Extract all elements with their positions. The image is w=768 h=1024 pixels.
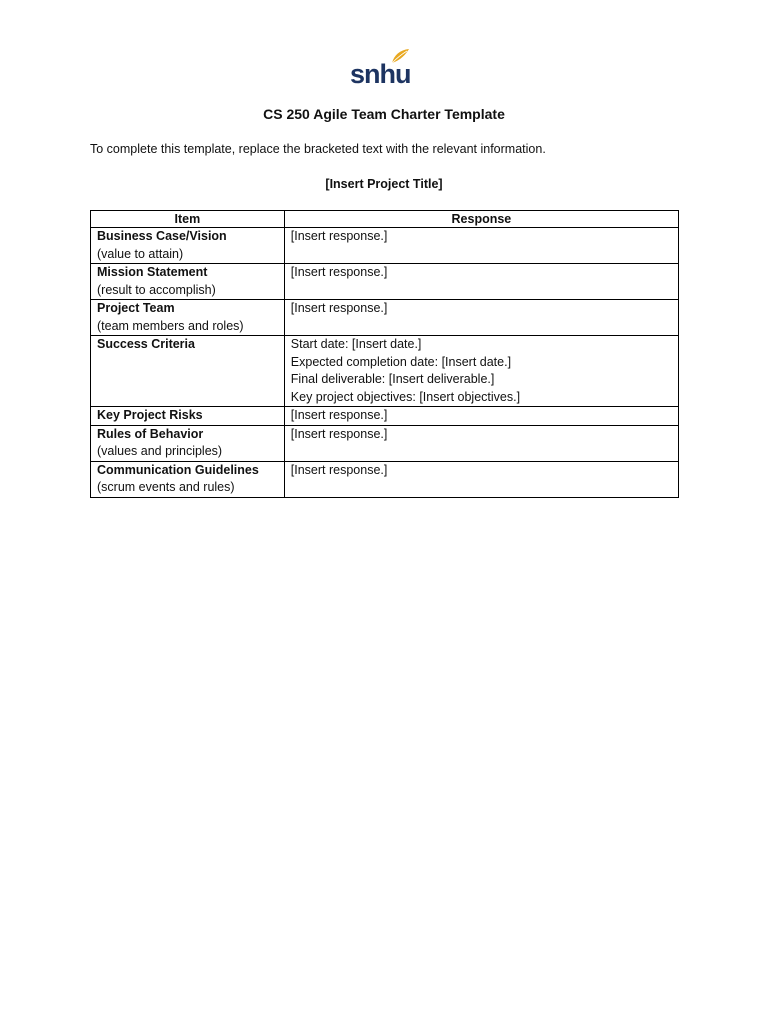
logo-wordmark: snhu xyxy=(350,59,411,89)
table-row xyxy=(91,407,679,426)
item-description: (scrum events and rules) xyxy=(97,480,235,494)
response-text: Final deliverable: [Insert deliverable.] xyxy=(290,372,495,386)
header-item: Item xyxy=(91,211,285,228)
item-cell xyxy=(91,407,285,426)
table-row xyxy=(91,336,679,407)
item-label: Mission Statement xyxy=(97,265,208,279)
response-text: [Insert response.] xyxy=(290,265,388,279)
item-label: Success Criteria xyxy=(97,337,195,351)
snhu-logo xyxy=(350,48,414,88)
response-text: [Insert response.] xyxy=(290,462,388,477)
item-cell xyxy=(91,425,285,461)
item-label: Rules of Behavior xyxy=(97,426,204,441)
response-text: [Insert response.] xyxy=(290,426,388,441)
table-row xyxy=(91,264,679,300)
item-description: (values and principles) xyxy=(97,444,223,458)
table-row xyxy=(91,228,679,264)
table-row xyxy=(91,300,679,336)
response-cell[interactable] xyxy=(284,264,678,300)
item-description: (team members and roles) xyxy=(97,318,244,333)
table-row xyxy=(91,425,679,461)
item-description: (result to accomplish) xyxy=(97,282,216,297)
response-cell[interactable] xyxy=(284,407,678,426)
item-cell xyxy=(91,300,285,336)
response-text: Expected completion date: [Insert date.] xyxy=(290,354,512,369)
item-cell xyxy=(91,228,285,264)
response-cell[interactable] xyxy=(284,228,678,264)
table-header-row xyxy=(91,211,679,228)
response-cell[interactable] xyxy=(284,300,678,336)
item-cell xyxy=(91,264,285,300)
response-text: Key project objectives: [Insert objectives.] xyxy=(290,389,521,404)
table-row xyxy=(91,461,679,497)
response-cell[interactable] xyxy=(284,425,678,461)
document-title: CS 250 Agile Team Charter Template xyxy=(263,106,505,122)
response-cell[interactable] xyxy=(284,336,678,407)
response-text: [Insert response.] xyxy=(290,229,388,243)
header-response: Response xyxy=(284,211,678,228)
response-cell[interactable] xyxy=(284,461,678,497)
item-label: Business Case/Vision xyxy=(97,229,227,243)
response-text: Start date: [Insert date.] xyxy=(290,337,422,351)
item-label: Project Team xyxy=(97,301,175,315)
response-text: [Insert response.] xyxy=(290,301,388,315)
item-cell xyxy=(91,461,285,497)
project-title-placeholder: [Insert Project Title] xyxy=(325,177,443,191)
table-body xyxy=(91,228,679,498)
instructions-text: To complete this template, replace the bracketed text with the relevant information. xyxy=(90,142,546,156)
item-label: Key Project Risks xyxy=(97,408,203,422)
item-label: Communication Guidelines xyxy=(97,462,259,477)
item-description: (value to attain) xyxy=(97,246,184,261)
response-text: [Insert response.] xyxy=(290,408,388,422)
item-cell xyxy=(91,336,285,407)
charter-table xyxy=(90,210,679,498)
